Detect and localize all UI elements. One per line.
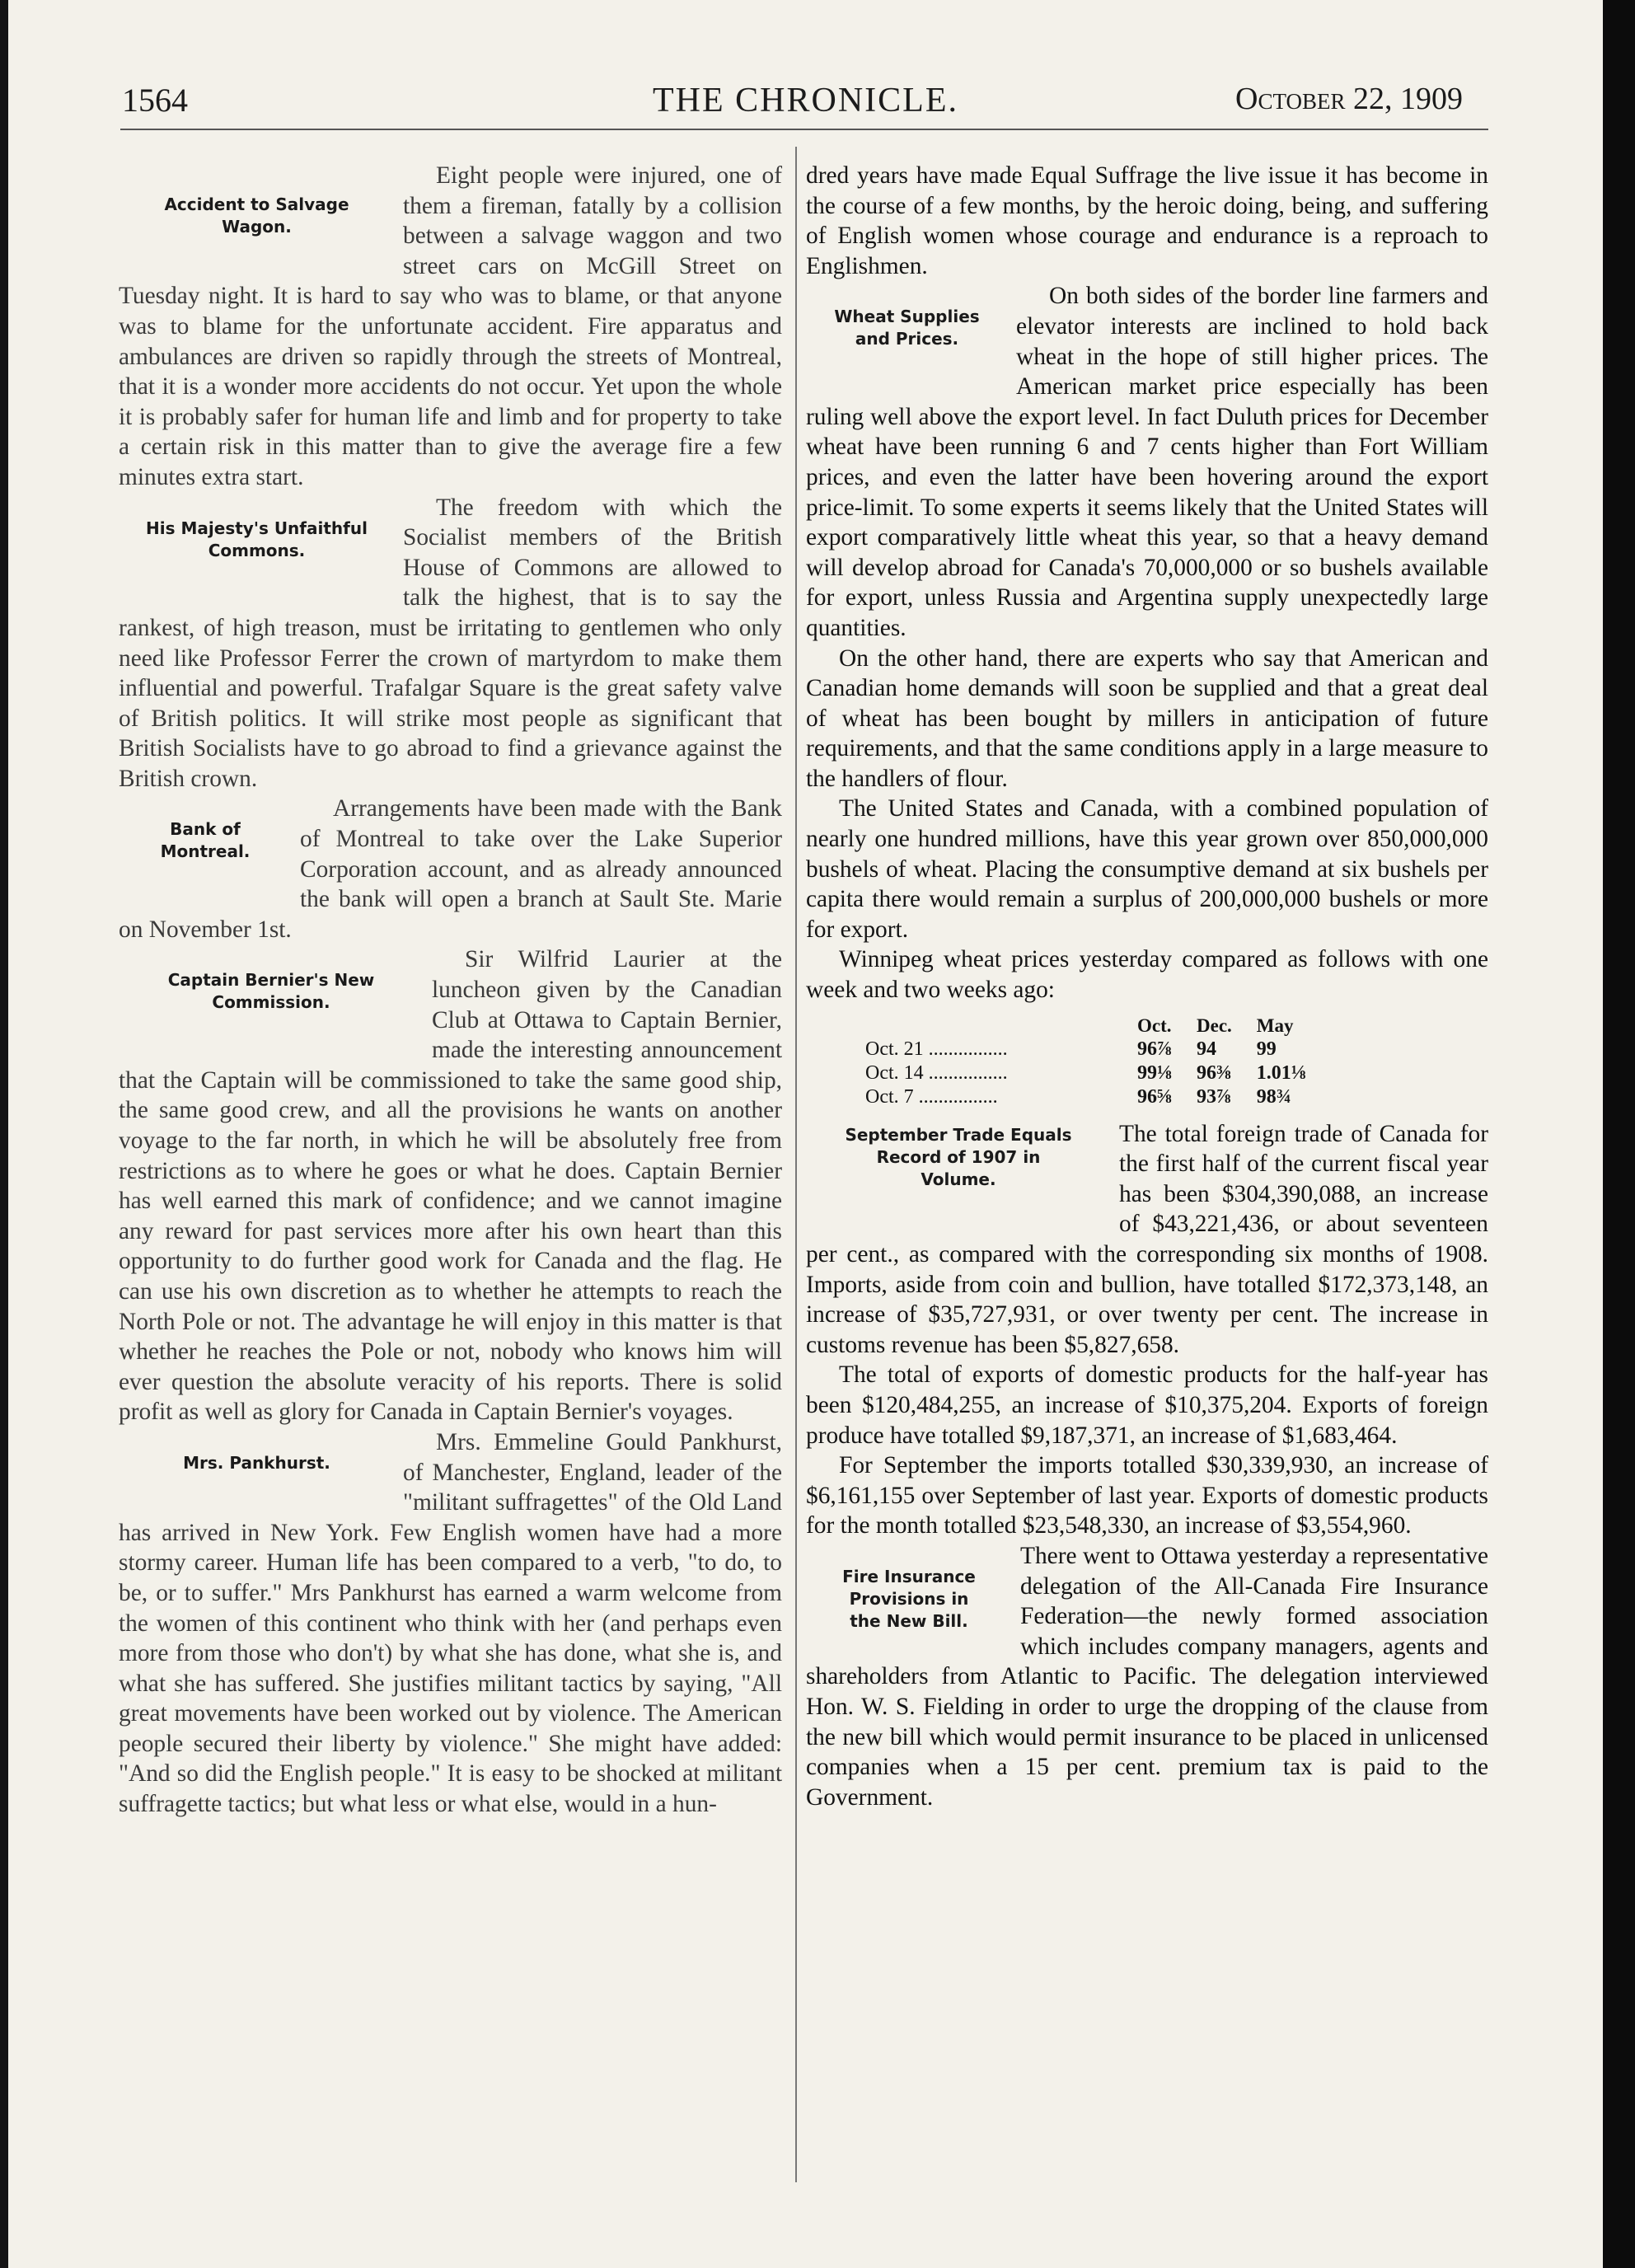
side-heading-salvage-wagon: Accident to Salvage Wagon. [164, 194, 349, 237]
price-cell: 94 [1197, 1038, 1216, 1060]
price-cell: 93⅞ [1197, 1085, 1231, 1108]
row-label: Oct. 21 ................ [865, 1038, 1008, 1060]
price-cell: 99 [1256, 1038, 1277, 1060]
article-unfaithful-commons: The freedom with which the Socialist members of the British House of Commons are allowed to talk the highest, that is to say the rankest, of high treason, must be irritating to gentlemen who only need like Professor Ferrer the crown of martyrdom to make them influential and powerful. Trafalgar Square is the great safety valve of British politics. It will strike most people as significant that British Socialists have to go abroad to find a grievance against the British crown. [119, 494, 782, 792]
row-label: Oct. 14 ................ [865, 1061, 1008, 1084]
newspaper-page [8, 0, 1603, 2268]
article-bank-of-montreal: Arrangements have been made with the Bank of Montreal to take over the Lake Superior Corporation account, and as already announced the bank will open a branch at Sault Ste. Marie on November 1st. [119, 795, 782, 943]
header-rule [120, 129, 1488, 130]
side-heading-mrs-pankhurst: Mrs. Pankhurst. [183, 1452, 330, 1473]
table-header-row [865, 1014, 1331, 1038]
side-heading-wheat-supplies: Wheat Supplies and Prices. [834, 307, 980, 349]
wheat-price-table [865, 1014, 1331, 1109]
page-header [8, 81, 1603, 122]
price-cell: 1.01⅛ [1256, 1061, 1306, 1084]
article-mrs-pankhurst: Mrs. Emmeline Gould Pankhurst, of Manchester, England, leader of the "militant suffragettes" of the Old Land has arrived in New York. Few English women have had a more stormy career. Human life has been compared to a verb, "to do, to be, or to suffer." Mrs Pankhurst has earned a warm welcome from the women of this continent who think with her (and perhaps even more from those who don't) by what she has done, what she is, and what she has suffered. She justifies militant tactics by saying, "All great movements have been worked out by violence. The American people secured their liberty by violence." She might have added: "And so did the English people." It is easy to be shocked at militant suffragette tactics; but what less or what else, would in a hun- [119, 1428, 782, 1818]
issue-date: October 22, 1909 [1235, 82, 1463, 116]
table-row [865, 1038, 1331, 1061]
scan-edge [1603, 0, 1635, 2268]
side-heading-bank-of-montreal: Bank of Montreal. [160, 819, 251, 862]
article-pankhurst-continued: dred years have made Equal Suffrage the live issue it has become in the course of a few months, by the heroic doing, being, and suffering of English women whose courage and endurance is a reproach to Englishmen. [806, 162, 1488, 279]
article-captain-bernier: Sir Wilfrid Laurier at the luncheon given by the Canadian Club at Ottawa to Captain Bernier, made the interesting announcement that the Captain will be commissioned to take the same good ship, the same good crew, and all the provisions he wants on another voyage to the far north, in which he will be absolutely free from restrictions as to where he goes or what he does. Captain Bernier has well earned this mark of confidence; and we cannot imagine any reward for past services more after his own heart than this opportunity to do further good work for Canada and the flag. He can use his own discretion as to whether he attempts to reach the North Pole or not. The advantage he will enjoy in this matter is that whether he reaches the Pole or not, nobody who knows him will ever question the absolute veracity of his reports. There is solid profit as well as glory for Canada in Captain Bernier's voyages. [119, 946, 782, 1426]
price-cell: 96⅝ [1137, 1085, 1172, 1108]
article-september-trade: The total foreign trade of Canada for the first half of the current fiscal year has been $304,390,088, an increase of $43,221,436, or about seventeen per cent., as compared with the corresponding six months of 1908. Imports, aside from coin and bullion, have totalled $172,373,148, an increase of $35,727,931, or over twenty per cent. The increase in customs revenue has been $5,827,658. [806, 1120, 1488, 1358]
price-cell: 99⅛ [1137, 1061, 1172, 1084]
table-row [865, 1085, 1331, 1109]
page-number: 1564 [122, 82, 188, 119]
column-header-dec: Dec. [1197, 1015, 1232, 1036]
article-fire-insurance: There went to Ottawa yesterday a representative delegation of the All-Canada Fire Insurance Federation—the newly formed association which includes company managers, agents and shareholders from Atlantic to Pacific. The delegation interviewed Hon. W. S. Fielding in order to urge the dropping of the clause from the new bill which would permit insurance to be placed in unlicensed companies when a 15 per cent. premium tax is paid to the Government. [806, 1542, 1488, 1811]
price-cell: 98¾ [1256, 1085, 1291, 1108]
column-header-oct: Oct. [1137, 1015, 1172, 1036]
table-row [865, 1061, 1331, 1085]
article-wheat-supplies: On both sides of the border line farmers and elevator interests are inclined to hold back wheat in the hope of still higher prices. The American market price especially has been ruling well above the export level. In fact Duluth prices for December wheat have been running 6 and 7 cents higher than Fort William prices, and even the latter have been hovering around the export price-limit. To some experts it seems likely that the United States will export comparatively little wheat this year, so that a heavy demand will develop abroad for Canada's 70,000,000 or so bushels available for export, unless Russia and Argentina supply unexpectedly large quantities. [806, 283, 1488, 641]
price-cell: 96⅞ [1137, 1038, 1172, 1060]
article-september-trade-p2: The total of exports of domestic products for the half-year has been $120,484,255, an increase of $10,375,204. Exports of foreign produce have totalled $9,187,371, an increase of $1,683,464. [806, 1361, 1488, 1449]
left-column [119, 161, 782, 1820]
price-cell: 96⅜ [1197, 1061, 1231, 1084]
article-wheat-supplies-p4: Winnipeg wheat prices yesterday compared as follows with one week and two weeks ago: [806, 946, 1488, 1004]
column-header-may: May [1256, 1015, 1294, 1036]
article-september-trade-p3: For September the imports totalled $30,339,930, an increase of $6,161,155 over September of last year. Exports of domestic products for the month totalled $23,548,330, an increase of $3,554,960. [806, 1452, 1488, 1539]
article-wheat-supplies-p2: On the other hand, there are experts who say that American and Canadian home demands will soon be supplied and that a great deal of wheat has been bought by millers in anticipation of future requirements, and that the same conditions apply in a large measure to the handlers of flour. [806, 644, 1488, 792]
article-salvage-wagon: Eight people were injured, one of them a fireman, fatally by a collision between a salvage waggon and two street cars on McGill Street on Tuesday night. It is hard to say who was to blame, or that anyone was to blame for the unfortunate accident. Fire apparatus and ambulances are driven so rapidly through the streets of Montreal, that it is a wonder more accidents do not occur. Yet upon the whole it is probably safer for human life and limb and for property to take a certain risk in this matter than to give the average fire a few minutes extra start. [119, 162, 782, 490]
article-wheat-supplies-p3: The United States and Canada, with a combined population of nearly one hundred millions, have this year grown over 850,000,000 bushels of wheat. Placing the consumptive demand at six bushels per capita there would remain a surplus of 200,000,000 bushels or more for export. [806, 795, 1488, 943]
column-divider [795, 147, 797, 2182]
side-heading-fire-insurance: Fire Insurance Provisions in the New Bill. [842, 1566, 976, 1631]
row-label: Oct. 7 ................ [865, 1085, 998, 1108]
side-heading-unfaithful-commons: His Majesty's Unfaithful Commons. [146, 518, 368, 560]
side-heading-captain-bernier: Captain Bernier's New Commission. [167, 970, 375, 1013]
publication-title: THE CHRONICLE. [653, 82, 958, 119]
right-column [806, 161, 1488, 1812]
side-heading-september-trade: September Trade Equals Record of 1907 in Volume. [845, 1124, 1072, 1189]
